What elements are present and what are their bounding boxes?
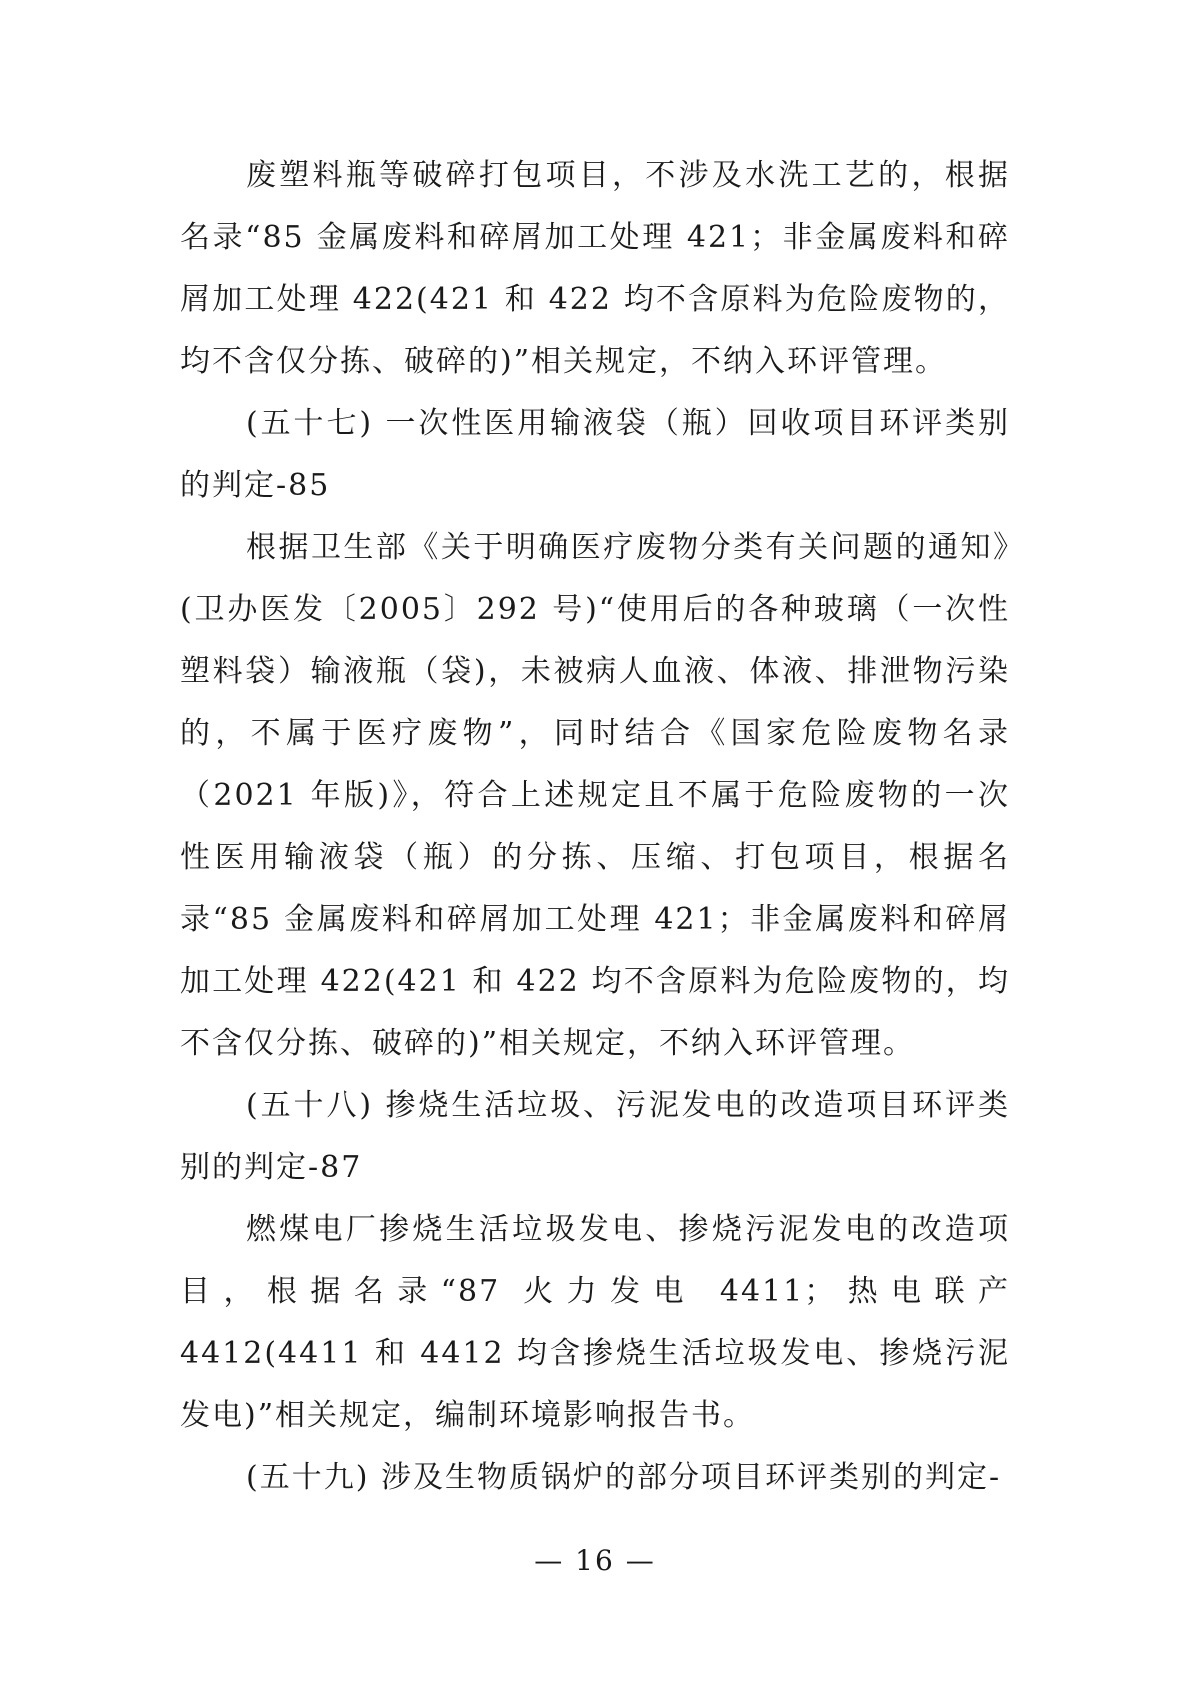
paragraph-infusion-bags: 根据卫生部《关于明确医疗废物分类有关问题的通知》(卫办医发〔2005〕292 号)“使用后的各种玻璃（一次性塑料袋）输液瓶（袋)，未被病人血液、体液、排泄物污染的，不属于医疗废物”，同时结合《国家危险废物名录（2021 年版)》，符合上述规定且不属于危险废物的一次性医用输液袋（瓶）的分拣、压缩、打包项目，根据名录“85 金属废料和碎屑加工处理 421；非金属废料和碎屑加工处理 422(421 和 422 均不含原料为危险废物的，均不含仅分拣、破碎的)”相关规定，不纳入环评管理。 xyxy=(180,530,1010,1061)
paragraph-waste-plastic: 废塑料瓶等破碎打包项目，不涉及水洗工艺的，根据名录“85 金属废料和碎屑加工处理 421；非金属废料和碎屑加工处理 422(421 和 422 均不含原料为危险废物的，均不含仅分拣、破碎的)”相关规定，不纳入环评管理。 xyxy=(180,158,1010,379)
section-heading-58: (五十八) 掺烧生活垃圾、污泥发电的改造项目环评类别的判定-87 xyxy=(180,1088,1010,1185)
paragraph-co-firing: 燃煤电厂掺烧生活垃圾发电、掺烧污泥发电的改造项目，根据名录“87 火力发电 4411；热电联产 4412(4411 和 4412 均含掺烧生活垃圾发电、掺烧污泥发电)”相关规定，编制环境影响报告书。 xyxy=(180,1212,1010,1433)
body-text xyxy=(180,145,1010,1509)
section-heading-57: (五十七) 一次性医用输液袋（瓶）回收项目环评类别的判定-85 xyxy=(180,406,1010,503)
page-number: — 16 — xyxy=(534,1544,656,1577)
section-heading-59: (五十九) 涉及生物质锅炉的部分项目环评类别的判定- xyxy=(246,1460,1002,1495)
